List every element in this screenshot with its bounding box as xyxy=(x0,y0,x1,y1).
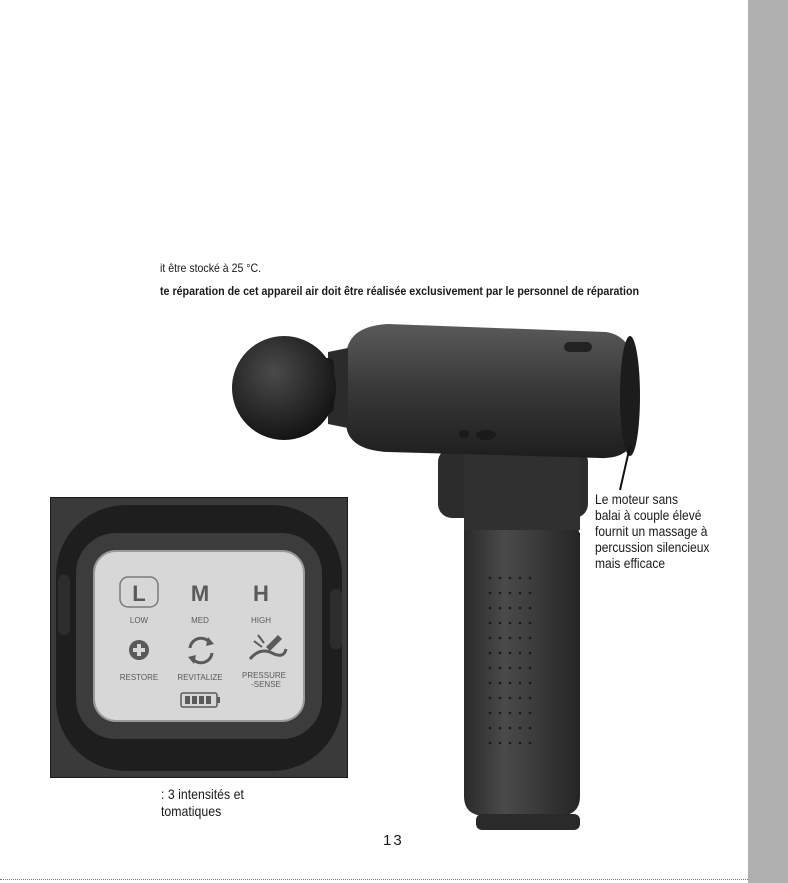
caption-line: : 3 intensités et xyxy=(161,786,244,802)
trim-line xyxy=(0,879,748,880)
callout-line: Le moteur sans xyxy=(595,491,678,507)
side-tab xyxy=(748,0,788,883)
mode-sense-label: -SENSE xyxy=(251,680,281,689)
callout-line: balai à couple élevé xyxy=(595,507,702,523)
page-number: 13 xyxy=(383,832,404,849)
intensity-med-label: MED xyxy=(191,616,209,625)
mode-revitalize-label: REVITALIZE xyxy=(177,673,223,682)
repair-note: te réparation de cet appareil air doit être réalisée exclusivement par le personnel de réparation xyxy=(160,284,640,298)
motor-callout xyxy=(595,491,709,571)
mode-restore-label: RESTORE xyxy=(119,673,159,682)
callout-line: mais efficace xyxy=(595,555,666,571)
storage-note: it être stocké à 25 °C. xyxy=(160,261,262,275)
intensity-low-label: LOW xyxy=(129,616,149,625)
caption-line: tomatiques xyxy=(161,803,222,819)
intensity-high-label: HIGH xyxy=(251,616,271,625)
panel-caption xyxy=(161,786,244,820)
mode-pressure-label: PRESSURE xyxy=(241,671,287,680)
intensity-low-letter: L xyxy=(132,581,146,606)
intensity-med-letter: M xyxy=(190,581,210,606)
callout-line: fournit un massage à xyxy=(595,523,708,539)
callout-line: percussion silencieux xyxy=(595,539,710,555)
intensity-high-letter: H xyxy=(253,581,269,606)
control-panel-image xyxy=(50,497,348,778)
